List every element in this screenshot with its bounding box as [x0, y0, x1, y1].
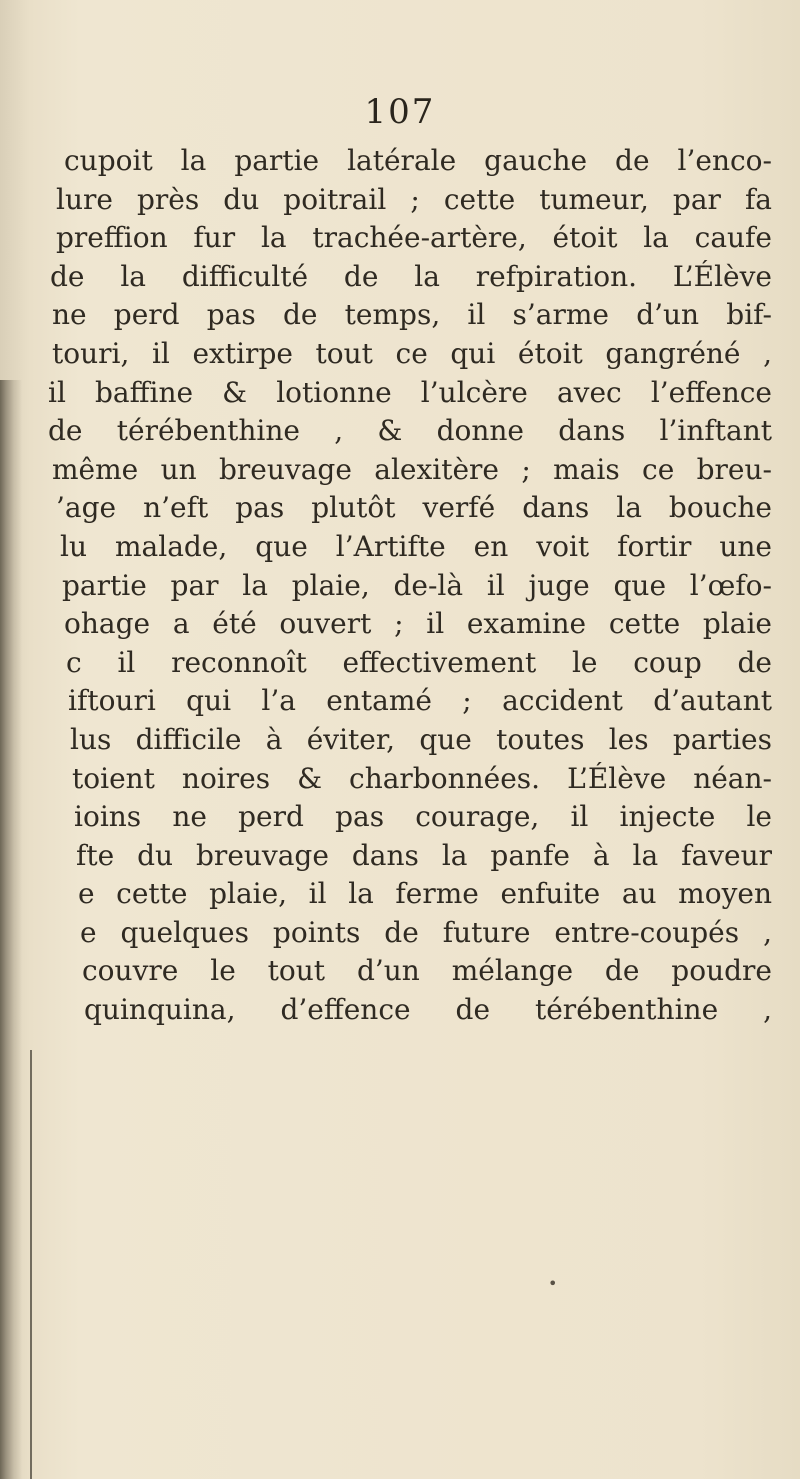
text-line: preffion fur la trachée-artère, étoit la caufe	[56, 221, 772, 255]
text-line: iftouri qui l’a entamé ; accident d’autant	[68, 684, 772, 718]
text-line: de la difficulté de la refpiration. L’Élève	[50, 259, 772, 293]
text-line: fte du breuvage dans la panfe à la faveur	[76, 838, 772, 872]
binding-edge	[30, 1050, 32, 1479]
text-line: partie par la plaie, de-là il juge que l’œfo-	[62, 568, 772, 602]
text-line: c il reconnoît effectivement le coup de	[66, 645, 772, 679]
text-line: de térébenthine , & donne dans l’inftant	[48, 414, 772, 448]
text-line: ohage a été ouvert ; il examine cette plaie	[64, 607, 772, 641]
text-line: couvre le tout d’un mélange de poudre	[82, 954, 772, 988]
text-line: e cette plaie, il la ferme enfuite au moyen	[78, 877, 772, 911]
text-line: ne perd pas de temps, il s’arme d’un bif-	[52, 298, 772, 332]
text-line: quinquina, d’effence de térébenthine ,	[84, 993, 772, 1027]
text-line: cupoit la partie latérale gauche de l’enco-	[64, 144, 772, 177]
text-line: lu malade, que l’Artifte en voit fortir une	[60, 529, 772, 563]
text-line: toient noires & charbonnées. L’Élève néan-	[72, 761, 772, 795]
text-line: ’age n’eft pas plutôt verfé dans la bouche	[56, 491, 772, 525]
text-line: même un breuvage alexitère ; mais ce breu-	[52, 452, 772, 486]
binding-shadow	[0, 380, 22, 1479]
text-line: e quelques points de future entre-coupés ,	[80, 915, 772, 949]
text-line: il baffine & lotionne l’ulcère avec l’effence	[48, 375, 772, 409]
text-line: touri, il extirpe tout ce qui étoit gangréné ,	[52, 336, 772, 370]
text-line: lure près du poitrail ; cette tumeur, par fa	[56, 182, 772, 216]
text-line: lus difficile à éviter, que toutes les parties	[70, 722, 772, 756]
body-text	[42, 142, 772, 1030]
text-line: ioins ne perd pas courage, il injecte le	[74, 800, 772, 834]
footer-mark: •	[548, 1274, 558, 1293]
page-number: 107	[364, 92, 436, 132]
